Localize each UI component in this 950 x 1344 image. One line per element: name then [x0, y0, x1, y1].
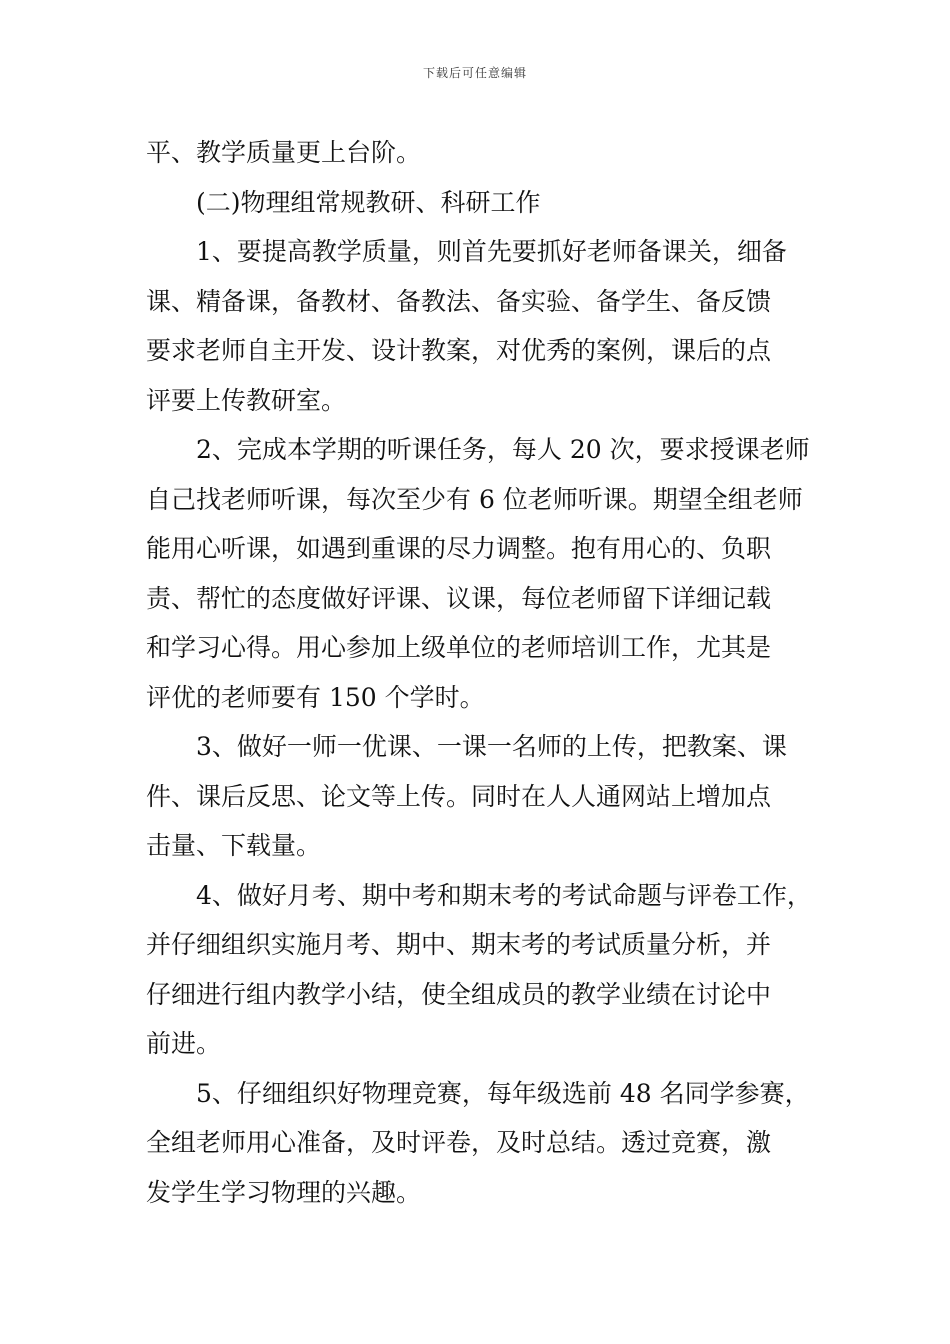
text-line: 3、做好一师一优课、一课一名师的上传，把教案、课	[196, 732, 787, 761]
text-line: 件、课后反思、论文等上传。同时在人人通网站上增加点	[146, 781, 772, 811]
text-line: 课、精备课，备教材、备教法、备实验、备学生、备反馈	[146, 286, 772, 316]
document-body	[146, 128, 826, 1217]
text-line: 责、帮忙的态度做好评课、议课，每位老师留下详细记载	[146, 583, 772, 613]
text-line: 平、教学质量更上台阶。	[146, 138, 422, 167]
text-line: 5、仔细组织好物理竞赛，每年级选前 48 名同学参赛，	[196, 1078, 810, 1108]
text-line: 和学习心得。用心参加上级单位的老师培训工作，尤其是	[146, 633, 772, 662]
text-line: 1、要提高教学质量，则首先要抓好老师备课关，细备	[196, 237, 787, 266]
text-line: 并仔细组织实施月考、期中、期末考的考试质量分析，并	[146, 930, 772, 959]
text-line: 发学生学习物理的兴趣。	[146, 1177, 422, 1207]
page-header: 下载后可任意编辑	[422, 66, 527, 80]
text-line: 能用心听课，如遇到重课的尽力调整。抱有用心的、负职	[146, 534, 772, 563]
text-line: 4、做好月考、期中考和期末考的考试命题与评卷工作，	[196, 880, 812, 910]
text-line: 前进。	[146, 1029, 222, 1058]
text-line: 仔细进行组内教学小结，使全组成员的教学业绩在讨论中	[146, 979, 772, 1009]
text-line: 击量、下载量。	[146, 831, 322, 860]
text-line: 评优的老师要有 150 个学时。	[146, 682, 485, 712]
text-line: 2、完成本学期的听课任务，每人 20 次，要求授课老师	[196, 435, 810, 464]
section-heading: (二)物理组常规教研、科研工作	[196, 187, 541, 217]
text-line: 要求老师自主开发、设计教案，对优秀的案例，课后的点	[146, 336, 772, 365]
text-line: 全组老师用心准备，及时评卷，及时总结。透过竞赛，激	[146, 1128, 772, 1157]
text-line: 自己找老师听课，每次至少有 6 位老师听课。期望全组老师	[146, 484, 803, 514]
text-line: 评要上传教研室。	[146, 385, 347, 415]
